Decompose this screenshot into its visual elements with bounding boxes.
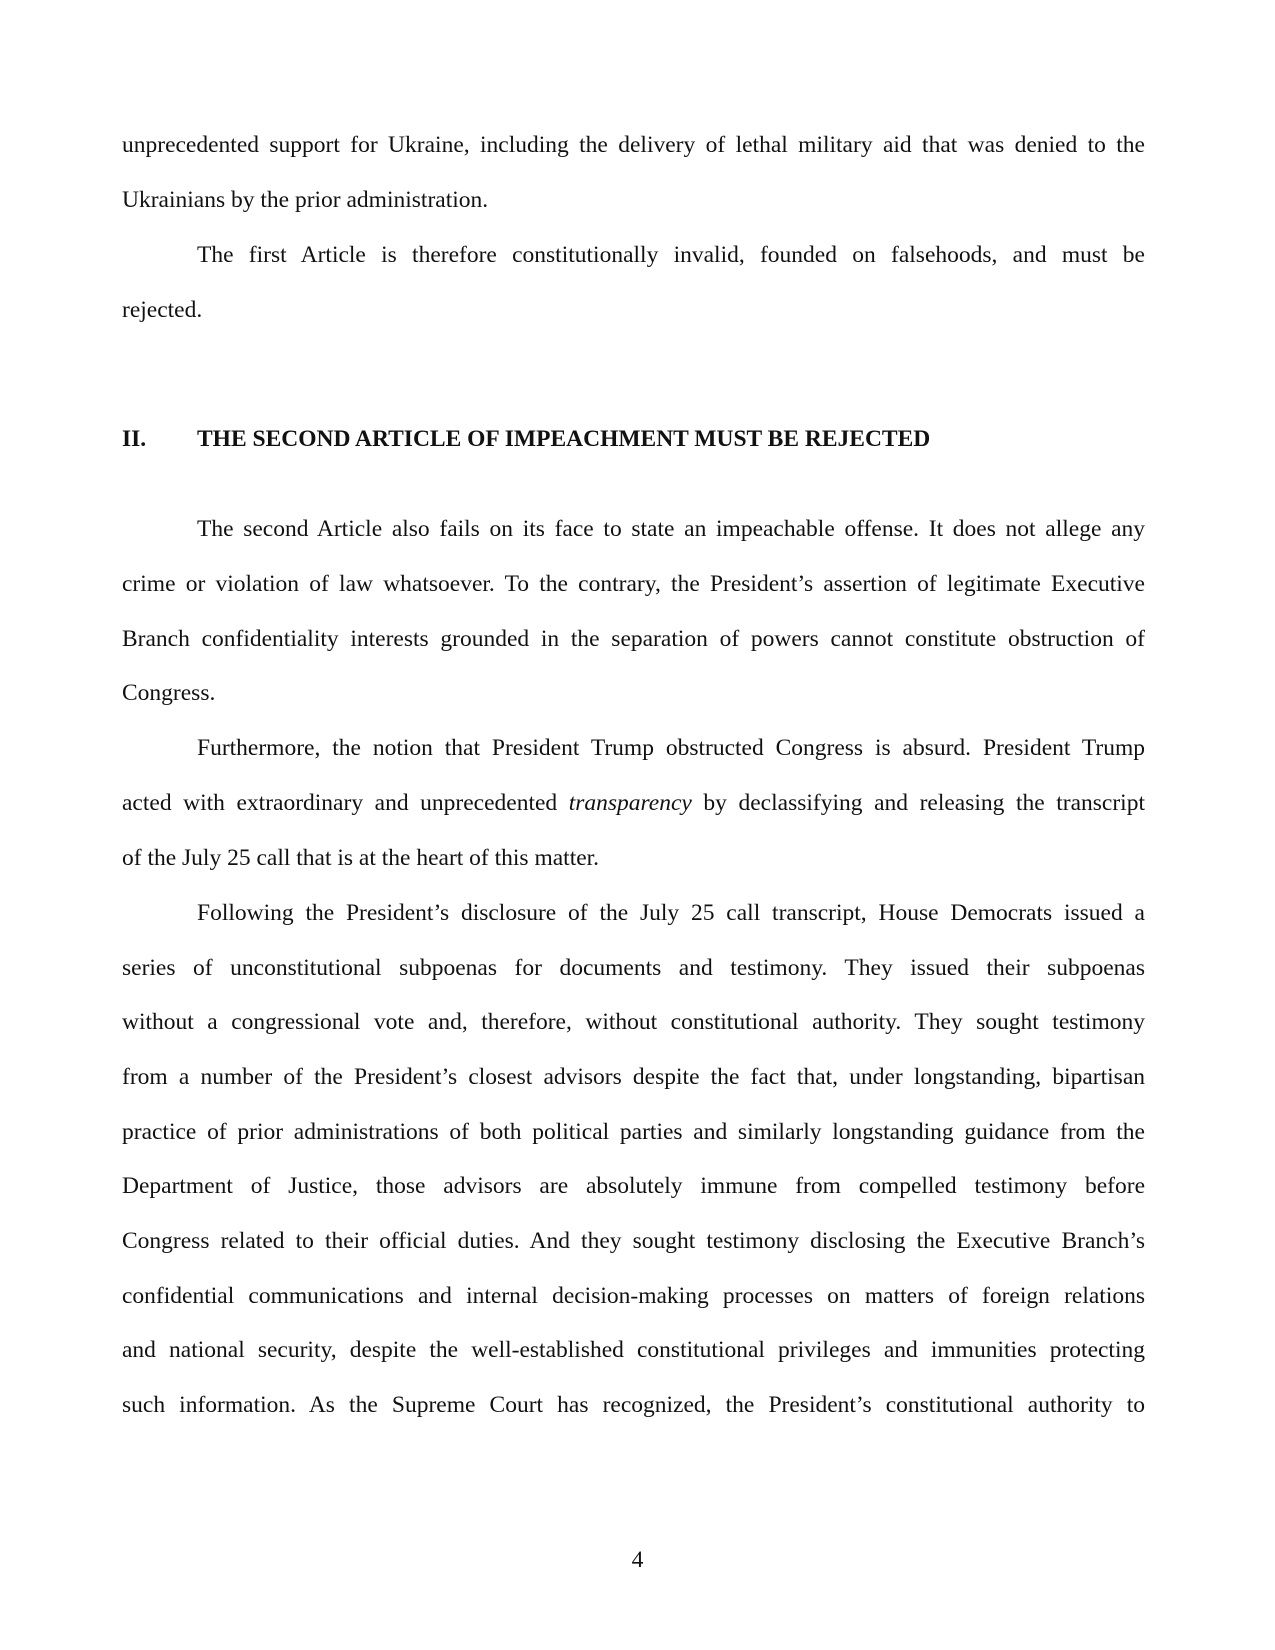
paragraph-2-line-1: The first Article is therefore constitutionally invalid, founded on falsehoods, and must be (197, 242, 1145, 268)
page-number: 4 (631, 1547, 644, 1573)
paragraph-5-line-5: practice of prior administrations of both political parties and similarly longstanding guidance from the (122, 1119, 1145, 1145)
paragraph-3-line-4: Congress. (122, 680, 216, 706)
paragraph-5-line-1: Following the President’s disclosure of the July 25 call transcript, House Democrats issued a (197, 900, 1145, 926)
paragraph-5-line-3: without a congressional vote and, therefore, without constitutional authority. They sought testimony (122, 1009, 1145, 1035)
paragraph-5-line-10: such information. As the Supreme Court has recognized, the President’s constitutional authority to (122, 1392, 1145, 1418)
paragraph-5-line-7: Congress related to their official duties. And they sought testimony disclosing the Executive Branch’s (122, 1228, 1145, 1254)
paragraph-1-line-1: unprecedented support for Ukraine, including the delivery of lethal military aid that was denied to the (122, 132, 1145, 158)
paragraph-3-line-3: Branch confidentiality interests grounded in the separation of powers cannot constitute obstruction of (122, 626, 1145, 652)
paragraph-5-line-2: series of unconstitutional subpoenas for documents and testimony. They issued their subpoenas (122, 955, 1145, 981)
paragraph-4-line-3: of the July 25 call that is at the heart of this matter. (122, 845, 600, 871)
paragraph-4-line-2-after: by declassifying and releasing the transcript (691, 790, 1145, 816)
emphasis-transparency: transparency (568, 790, 692, 816)
section-heading (122, 424, 930, 454)
paragraph-5-line-6: Department of Justice, those advisors are absolutely immune from compelled testimony before (122, 1173, 1145, 1199)
paragraph-4-line-2 (122, 788, 1145, 818)
paragraph-2-line-2: rejected. (122, 297, 203, 323)
paragraph-5-line-9: and national security, despite the well-established constitutional privileges and immunities protecting (122, 1337, 1145, 1363)
section-number: II. (122, 426, 147, 452)
paragraph-1-line-2: Ukrainians by the prior administration. (122, 187, 489, 213)
paragraph-3-line-1: The second Article also fails on its face to state an impeachable offense. It does not allege any (197, 516, 1145, 542)
paragraph-4-line-2-before: acted with extraordinary and unprecedented (122, 790, 569, 816)
paragraph-4-line-1: Furthermore, the notion that President Trump obstructed Congress is absurd. President Trump (197, 735, 1145, 761)
section-title: THE SECOND ARTICLE OF IMPEACHMENT MUST BE REJECTED (197, 426, 931, 452)
paragraph-5-line-8: confidential communications and internal decision-making processes on matters of foreign relations (122, 1283, 1145, 1309)
paragraph-5-line-4: from a number of the President’s closest advisors despite the fact that, under longstanding, bipartisan (122, 1064, 1145, 1090)
paragraph-3-line-2: crime or violation of law whatsoever. To the contrary, the President’s assertion of legitimate Executive (122, 571, 1145, 597)
